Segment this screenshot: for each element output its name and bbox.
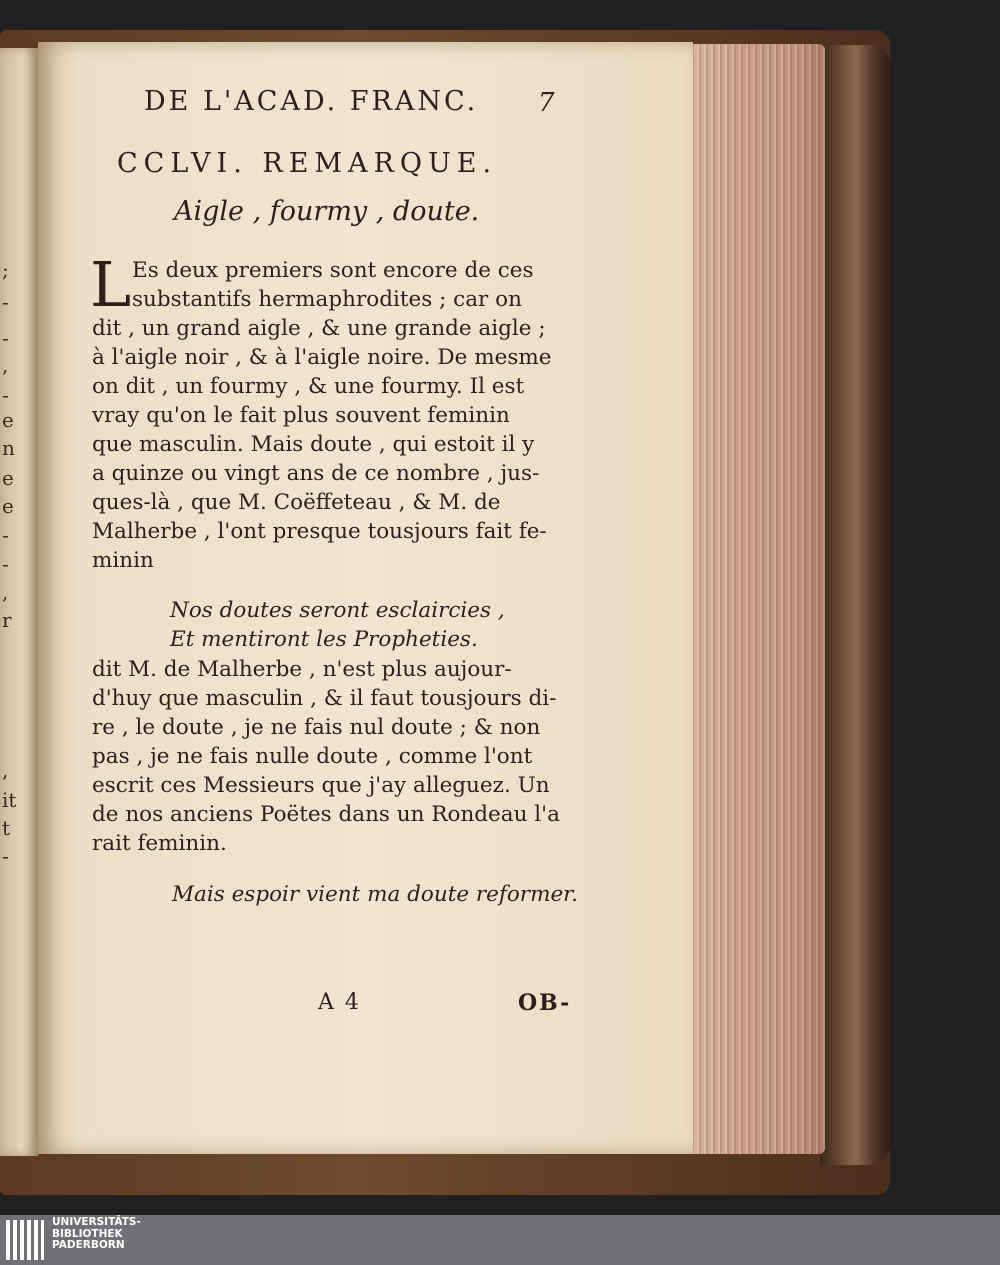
running-header: DE L'ACAD. FRANC. (144, 86, 479, 117)
left-page-mark: r (2, 608, 12, 632)
text-line: d'huy que masculin , & il faut tousjours di- (92, 686, 557, 711)
left-page-mark: e (2, 466, 14, 490)
library-logo-icon (6, 1220, 46, 1260)
left-page-mark: - (2, 523, 9, 547)
signature-mark: A 4 (318, 990, 361, 1015)
text-line: rait feminin. (92, 831, 227, 856)
text-line: dit M. de Malherbe , n'est plus aujour- (92, 657, 512, 682)
text-line: minin (92, 548, 154, 573)
page-fore-edge (690, 44, 825, 1154)
book-spine-edge (820, 45, 890, 1165)
remark-title: CCLVI. REMARQUE. (117, 148, 498, 179)
left-page-mark: n (2, 436, 15, 460)
verse-line: Mais espoir vient ma doute reformer. (172, 882, 578, 907)
left-page-mark: ; (2, 258, 9, 282)
left-page-mark: - (2, 326, 9, 350)
text-line: à l'aigle noir , & à l'aigle noire. De mesme (92, 345, 552, 370)
text-line: que masculin. Mais doute , qui estoit il y (92, 432, 535, 457)
left-page-mark: - (2, 844, 9, 868)
text-line: de nos anciens Poëtes dans un Rondeau l'a (92, 802, 560, 827)
text-line: on dit , un fourmy , & une fourmy. Il est (92, 374, 525, 399)
logo-line: UNIVERSITÄTS- (52, 1216, 141, 1228)
text-line: a quinze ou vingt ans de ce nombre , jus- (92, 461, 540, 486)
left-page-mark: e (2, 494, 14, 518)
left-page-mark: - (2, 290, 9, 314)
text-line: dit , un grand aigle , & une grande aigle ; (92, 316, 546, 341)
text-line: re , le doute , je ne fais nul doute ; & non (92, 715, 541, 740)
left-page-mark: , (2, 758, 9, 782)
left-page-mark: t (2, 816, 11, 840)
library-logo-text (52, 1217, 141, 1252)
drop-cap: L (90, 248, 132, 321)
logo-line: BIBLIOTHEK (52, 1227, 123, 1240)
logo-line: PADERBORN (52, 1239, 125, 1251)
catchword: OB- (518, 990, 572, 1016)
verse-line: Et mentiront les Propheties. (170, 627, 478, 652)
text-line: Malherbe , l'ont presque tousjours fait fe- (92, 519, 547, 544)
page-number: 7 (538, 88, 555, 118)
left-page-mark: e (2, 408, 14, 432)
footer-bar (0, 1215, 1000, 1265)
text-line: ques-là , que M. Coëffeteau , & M. de (92, 490, 501, 515)
left-page-mark: - (2, 383, 9, 407)
remark-subtitle: Aigle , fourmy , doute. (174, 196, 480, 227)
text-line: substantifs hermaphrodites ; car on (132, 287, 522, 312)
text-line: Es deux premiers sont encore de ces (132, 258, 534, 283)
text-line: pas , je ne fais nulle doute , comme l'ont (92, 744, 533, 769)
left-page-mark: , (2, 353, 9, 377)
text-line: escrit ces Messieurs que j'ay alleguez. Un (92, 773, 550, 798)
left-page-mark: it (2, 788, 17, 812)
text-line: vray qu'on le fait plus souvent feminin (92, 403, 510, 428)
previous-page (0, 48, 38, 1156)
verse-line: Nos doutes seront esclaircies , (170, 598, 505, 623)
left-page-mark: , (2, 580, 9, 604)
left-page-mark: - (2, 552, 9, 576)
